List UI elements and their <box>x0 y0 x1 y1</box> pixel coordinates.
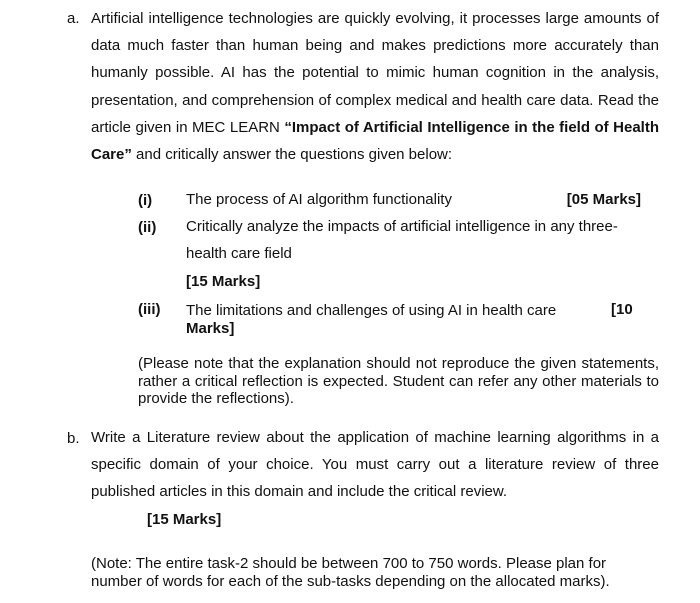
item-ii-number: (ii) <box>138 219 157 236</box>
item-ii-text: Critically analyze the impacts of artificial intelligence in any three-health care field <box>186 218 618 262</box>
question-b-marks: [15 Marks] <box>147 511 222 528</box>
word-count-note: (Note: The entire task-2 should be between 700 to 750 words. Please plan for number of words for each of the sub-tasks depending on the allocated marks). <box>91 555 610 590</box>
item-i-text <box>186 186 641 213</box>
reflection-note: (Please note that the explanation should not reproduce the given statements, rather a critical reflection is expected. Student can refer any other materials to provide the reflections). <box>138 355 659 407</box>
article-title: “Impact of Artificial Intelligence in the field of Health Care” <box>91 118 659 164</box>
item-ii-marks: [15 Marks] <box>186 273 261 290</box>
question-b-label: b. <box>67 430 80 447</box>
question-a-label: a. <box>67 10 80 27</box>
item-i-number: (i) <box>138 192 153 209</box>
item-i-description: The process of AI algorithm functionality <box>186 191 452 208</box>
item-iii-number: (iii) <box>138 301 161 318</box>
item-iii-text: The limitations and challenges of using AI in health care <box>186 302 557 319</box>
item-iii-marks-2: Marks] <box>186 320 235 337</box>
question-b-text: Write a Literature review about the application of machine learning algorithms in a specific domain of your choice. You must carry out a literature review of three published articles in this domain and include the critical review. <box>91 429 659 501</box>
question-a-text <box>91 5 659 168</box>
item-iii-marks-1: [10 <box>611 301 633 318</box>
question-a-instruction: and critically answer the questions given below: <box>131 146 453 164</box>
item-i-marks: [05 Marks] <box>566 191 641 208</box>
question-a-intro: Artificial intelligence technologies are quickly evolving, it processes large amounts of data much faster than human being and makes predictions more accurately than humanly possible. AI has the potential to mimic human cognition in the analysis, presentation, and comprehension of complex medical and health care data. Read the article given in MEC LEARN <box>91 10 659 136</box>
